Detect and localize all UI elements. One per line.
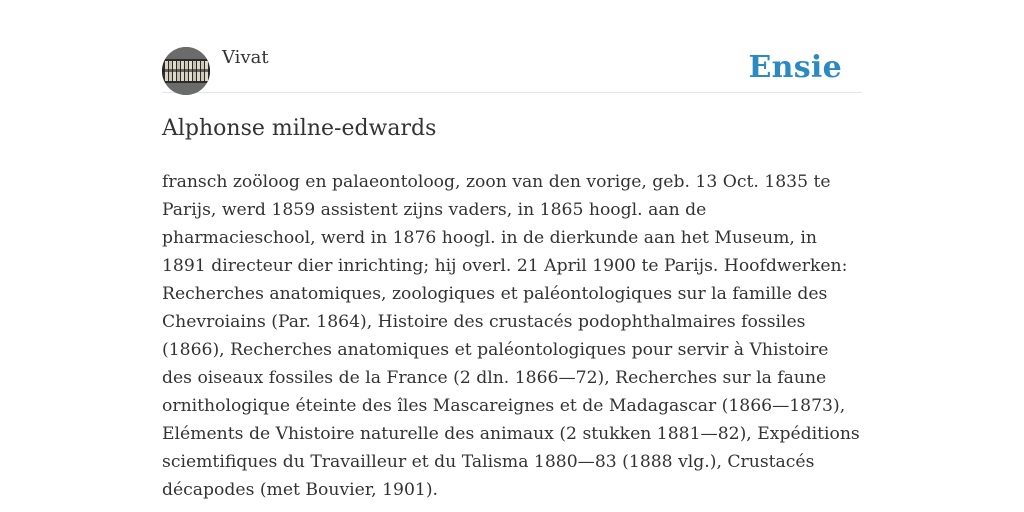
header (162, 0, 862, 93)
page-container (162, 0, 862, 500)
author-link[interactable]: Vivat (222, 47, 269, 68)
page-title: Alphonse milne-edwards (162, 116, 437, 141)
avatar-books-icon (162, 47, 210, 95)
article-body: fransch zoöloog en palaeontoloog, zoon van den vorige, geb. 13 Oct. 1835 te Parijs, werd 1859 assistent zijns vaders, in 1865 hoogl. aan de pharmacieschool, werd in 1876 hoogl. in de dierkunde aan het Museum, in 1891 directeur dier inrichting; hij overl. 21 April 1900 te Parijs. Hoofdwerken: Recherches anatomiques, zoologiques et paléontologiques sur la famille des Chevroiains (Par. 1864), Histoire des crustacés podophthalmaires fossiles (1866), Recherches anatomiques et paléontologiques pour servir à Vhistoire des oiseaux fossiles de la France (2 dln. 1866—72), Recherches sur la faune ornithologique éteinte des îles Mascareignes et de Madagascar (1866—1873), Eléments de Vhistoire naturelle des animaux (2 stukken 1881—82), Expéditions sciemtifiques du Travailleur et du Talisma 1880—83 (1888 vlg.), Crustacés décapodes (met Bouvier, 1901). (162, 172, 860, 500)
brand-logo[interactable]: Ensie (748, 50, 842, 85)
avatar[interactable] (162, 47, 210, 95)
